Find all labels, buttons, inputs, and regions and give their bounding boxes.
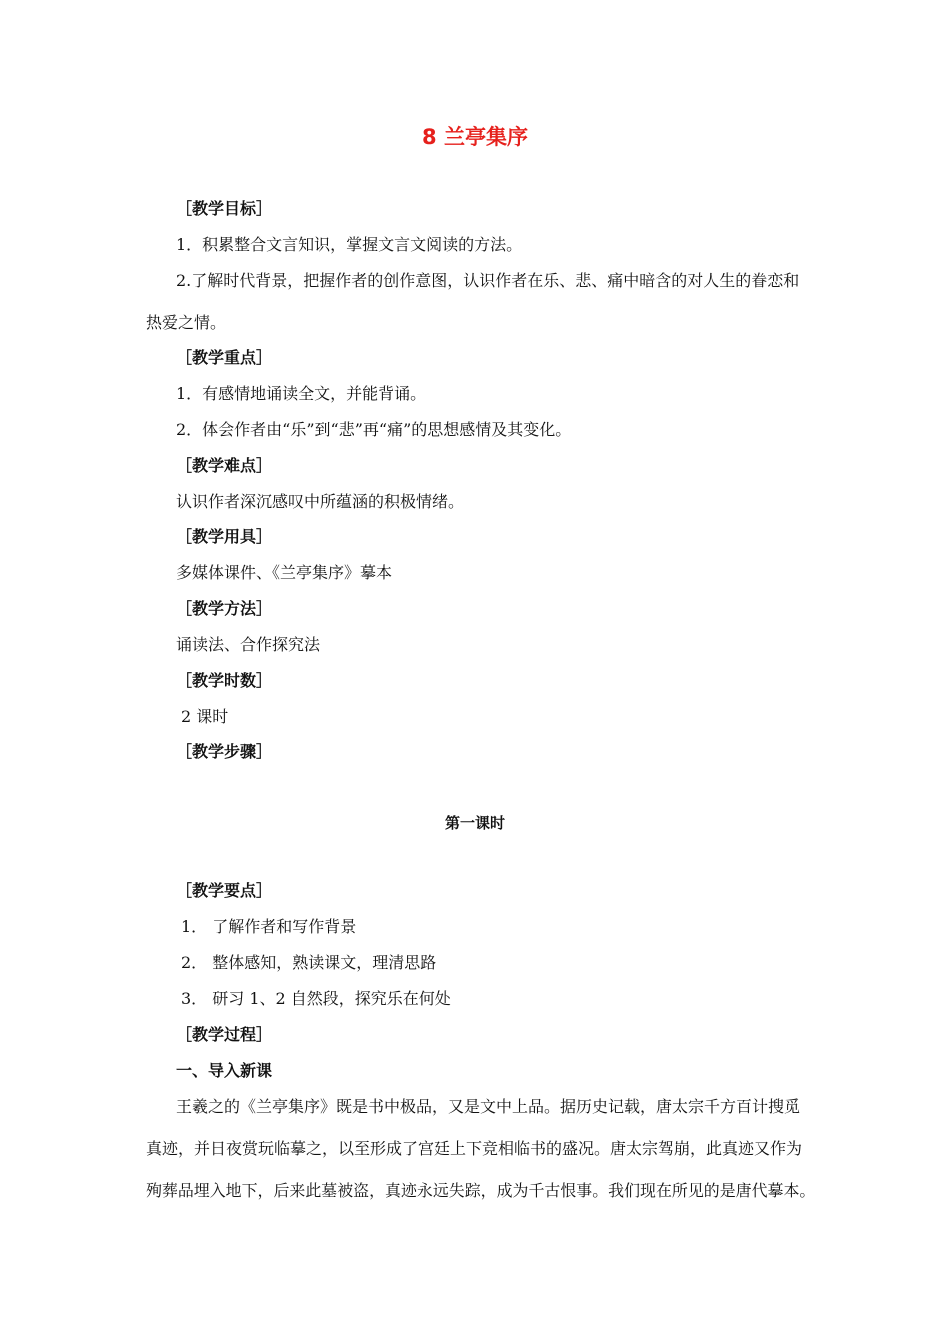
intro-paragraph-line-1: 王羲之的《兰亭集序》既是书中极品，又是文中上品。据历史记载，唐太宗千方百计搜觅 (176, 1097, 801, 1116)
document-title: 8 兰亭集序 (422, 125, 528, 149)
lesson-title: 第一课时 (444, 814, 505, 832)
difficulties-text: 认识作者深沉感叹中所蕴涵的积极情绪。 (176, 492, 465, 511)
essential-item-3: 3． 研习 1、2 自然段，探究乐在何处 (181, 989, 451, 1008)
intro-paragraph-line-3: 殉葬品埋入地下，后来此墓被盗，真迹永远失踪，成为千古恨事。我们现在所见的是唐代摹本。 (146, 1181, 816, 1200)
objectives-heading: ［教学目标］ (176, 199, 273, 218)
objective-item-1: 1．积累整合文言知识，掌握文言文阅读的方法。 (176, 235, 523, 254)
key-point-item-2: 2．体会作者由“乐”到“悲”再“痛”的思想感情及其变化。 (176, 420, 572, 439)
process-heading: ［教学过程］ (176, 1025, 273, 1044)
essential-item-2: 2． 整体感知，熟读课文，理清思路 (181, 953, 437, 972)
methods-text: 诵读法、合作探究法 (176, 635, 321, 654)
essentials-heading: ［教学要点］ (176, 881, 273, 900)
tools-text: 多媒体课件、《兰亭集序》摹本 (176, 563, 393, 582)
hours-heading: ［教学时数］ (176, 671, 273, 690)
objective-item-2-line-2: 热爱之情。 (146, 313, 227, 332)
section-heading-intro: 一、导入新课 (176, 1061, 273, 1080)
key-points-heading: ［教学重点］ (176, 348, 273, 367)
key-point-item-1: 1．有感情地诵读全文，并能背诵。 (176, 384, 427, 403)
methods-heading: ［教学方法］ (176, 599, 273, 618)
hours-text: 2 课时 (181, 707, 229, 726)
objective-item-2-line-1: 2.了解时代背景，把握作者的创作意图，认识作者在乐、悲、痛中暗含的对人生的眷恋和 (176, 271, 800, 290)
intro-paragraph-line-2: 真迹，并日夜赏玩临摹之，以至形成了宫廷上下竞相临书的盛况。唐太宗驾崩，此真迹又作为 (146, 1139, 803, 1158)
steps-heading: ［教学步骤］ (176, 742, 273, 761)
tools-heading: ［教学用具］ (176, 527, 273, 546)
essential-item-1: 1． 了解作者和写作背景 (181, 917, 357, 936)
difficulties-heading: ［教学难点］ (176, 456, 273, 475)
